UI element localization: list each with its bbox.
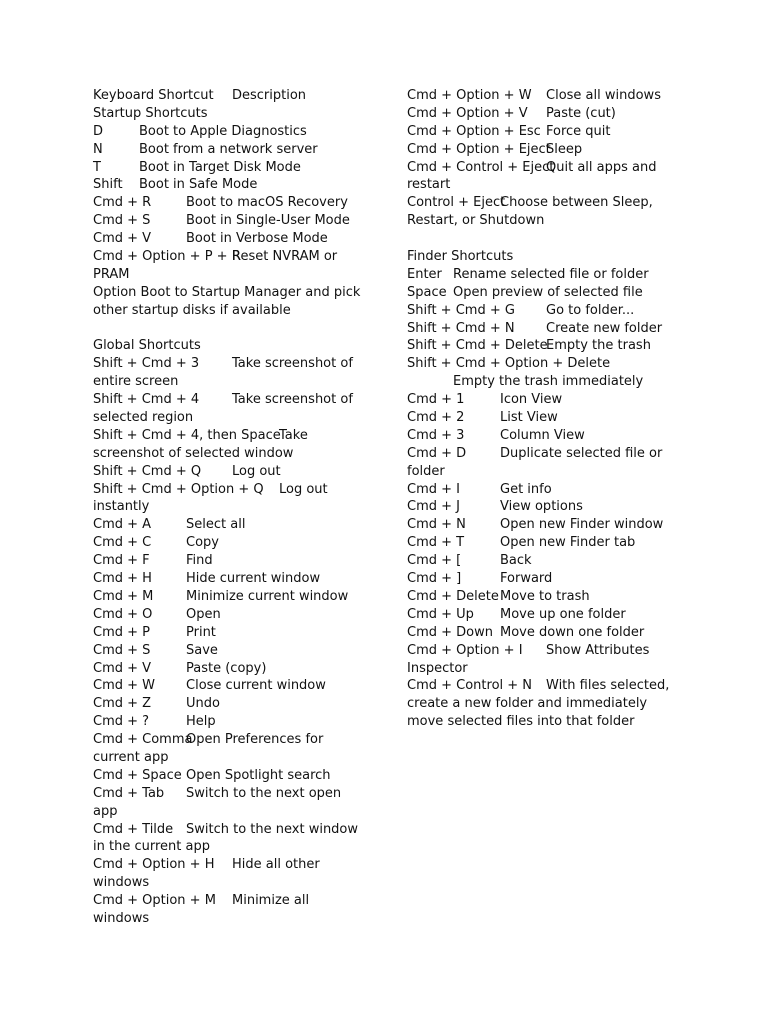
line-text: Shift + Cmd + Option + Delete	[407, 356, 611, 372]
shortcut-description: Boot in Target Disk Mode	[139, 159, 301, 175]
shortcut-key: Cmd + F	[93, 553, 150, 569]
shortcut-row	[93, 892, 373, 910]
shortcut-row	[93, 212, 373, 230]
shortcut-description: Take screenshot of	[232, 392, 353, 408]
shortcut-description: Column View	[500, 427, 585, 443]
shortcut-row	[93, 713, 373, 731]
shortcut-description: Close current window	[186, 678, 326, 694]
shortcut-description: Open new Finder tab	[500, 535, 636, 551]
shortcut-description: Force quit	[546, 123, 611, 139]
blank-line	[407, 230, 683, 248]
shortcut-description: Quit all apps and	[546, 159, 657, 175]
shortcut-row	[93, 731, 373, 749]
shortcut-description: Icon View	[500, 392, 563, 408]
line-text: current app	[93, 749, 169, 765]
shortcut-row	[407, 498, 683, 516]
shortcut-key: Cmd + V	[93, 660, 152, 676]
shortcut-description: Log out	[232, 463, 281, 479]
shortcut-row	[93, 355, 373, 373]
shortcut-key: Cmd + R	[93, 195, 152, 211]
shortcut-row	[93, 194, 373, 212]
shortcut-key: Cmd + Tab	[93, 785, 165, 801]
shortcut-key: Shift + Cmd + N	[407, 320, 515, 336]
shortcut-description: Boot to macOS Recovery	[186, 195, 348, 211]
shortcut-row	[407, 320, 683, 338]
shortcut-row	[407, 391, 683, 409]
shortcut-row	[407, 409, 683, 427]
shortcut-key: Space	[407, 284, 447, 300]
shortcut-key: T	[93, 159, 101, 175]
shortcut-description: List View	[500, 410, 558, 426]
shortcut-description: Hide current window	[186, 571, 321, 587]
shortcut-row	[407, 642, 683, 660]
shortcut-row	[93, 570, 373, 588]
shortcut-description: Rename selected file or folder	[453, 266, 649, 282]
shortcut-row	[407, 534, 683, 552]
shortcut-key: Cmd + V	[93, 231, 152, 247]
shortcut-description: Open Preferences for	[186, 732, 324, 748]
shortcut-row	[93, 481, 373, 499]
shortcut-row	[407, 302, 683, 320]
shortcut-key: Enter	[407, 266, 442, 282]
shortcut-key: Control + Eject	[407, 195, 506, 211]
shortcut-key: Cmd + Comma	[93, 732, 193, 748]
shortcut-description: Save	[186, 642, 218, 658]
line-text: Empty the trash immediately	[453, 374, 644, 390]
shortcut-description: Hide all other	[232, 857, 320, 873]
shortcut-description: Copy	[186, 535, 219, 551]
line-text: folder	[407, 463, 445, 479]
shortcut-key: Cmd + Option + P + R	[93, 249, 241, 265]
shortcut-description: Boot to Apple Diagnostics	[139, 123, 307, 139]
shortcut-description: Log out	[279, 481, 328, 497]
shortcut-row	[93, 516, 373, 534]
shortcut-description: Minimize all	[232, 893, 310, 909]
line-text: selected region	[93, 410, 194, 426]
line-text: Option Boot to Startup Manager and pick	[93, 284, 361, 300]
shortcut-row	[407, 606, 683, 624]
shortcut-description: Help	[186, 714, 216, 730]
shortcut-description: Duplicate selected file or	[500, 445, 663, 461]
shortcut-key: D	[93, 123, 104, 139]
shortcut-row	[93, 695, 373, 713]
shortcut-key: Cmd + 2	[407, 410, 465, 426]
shortcut-key: Cmd + Down	[407, 624, 493, 640]
shortcut-key: Cmd + [	[407, 553, 462, 569]
shortcut-key: Cmd + Option + Eject	[407, 141, 551, 157]
shortcut-description: Undo	[186, 696, 220, 712]
shortcut-key: Cmd + M	[93, 588, 154, 604]
shortcut-key: Cmd + P	[93, 624, 150, 640]
shortcut-description: Choose between Sleep,	[500, 195, 653, 211]
shortcut-row	[407, 337, 683, 355]
text-line	[93, 302, 373, 320]
shortcut-key: Cmd + Option + H	[93, 857, 215, 873]
shortcut-description: Sleep	[546, 141, 583, 157]
shortcut-row	[407, 570, 683, 588]
shortcut-description: Paste (copy)	[186, 660, 267, 676]
shortcut-row	[93, 230, 373, 248]
text-line	[93, 498, 373, 516]
shortcut-key: Shift + Cmd + Option + Q	[93, 481, 264, 497]
text-line	[93, 910, 373, 928]
shortcut-key: Cmd + Option + M	[93, 893, 216, 909]
shortcut-description: With files selected,	[546, 678, 670, 694]
shortcut-row	[407, 481, 683, 499]
shortcut-description: Open	[186, 606, 221, 622]
shortcut-description: Boot from a network server	[139, 141, 318, 157]
text-line	[407, 695, 683, 713]
shortcut-key: Cmd + T	[407, 535, 465, 551]
text-line	[93, 409, 373, 427]
shortcut-key: Cmd + Control + N	[407, 678, 533, 694]
shortcut-description: Forward	[500, 571, 553, 587]
text-line	[407, 248, 683, 266]
shortcut-row	[407, 427, 683, 445]
shortcut-row	[407, 159, 683, 177]
shortcut-row	[407, 141, 683, 159]
shortcut-key: Cmd + A	[93, 517, 152, 533]
text-line	[407, 373, 683, 391]
shortcut-row	[93, 463, 373, 481]
line-text: screenshot of selected window	[93, 445, 294, 461]
shortcut-row	[93, 856, 373, 874]
text-line	[93, 373, 373, 391]
shortcut-key: Cmd + 1	[407, 392, 465, 408]
line-text: Global Shortcuts	[93, 338, 201, 354]
text-line	[93, 803, 373, 821]
shortcut-key: Shift + Cmd + Q	[93, 463, 202, 479]
shortcut-description: Print	[186, 624, 216, 640]
shortcut-row	[93, 767, 373, 785]
shortcut-key: Cmd + D	[407, 445, 467, 461]
line-text: PRAM	[93, 266, 130, 282]
shortcut-description: Switch to the next open	[186, 785, 342, 801]
text-line	[407, 176, 683, 194]
left-column	[93, 87, 373, 928]
shortcut-description: Paste (cut)	[546, 105, 616, 121]
shortcut-key: Cmd + Control + Eject	[407, 159, 555, 175]
shortcut-key: Cmd + C	[93, 535, 152, 551]
text-line	[93, 838, 373, 856]
shortcut-description: Close all windows	[546, 88, 661, 103]
shortcut-description: Go to folder...	[546, 302, 635, 318]
text-line	[407, 463, 683, 481]
shortcut-key: Cmd + H	[93, 571, 152, 587]
shortcut-row	[93, 677, 373, 695]
shortcut-key: Shift + Cmd + 4	[93, 392, 200, 408]
shortcut-description: Move up one folder	[500, 606, 626, 622]
shortcut-key: Cmd + ]	[407, 571, 462, 587]
shortcut-key: Cmd + Space	[93, 767, 182, 783]
shortcut-row	[407, 516, 683, 534]
shortcut-key: Cmd + O	[93, 606, 153, 622]
shortcut-row	[93, 141, 373, 159]
shortcut-row	[407, 105, 683, 123]
shortcut-key: Cmd + Option + V	[407, 105, 528, 121]
shortcut-row	[93, 123, 373, 141]
line-text: instantly	[93, 499, 150, 515]
shortcut-key: Cmd + Option + W	[407, 88, 532, 103]
shortcut-description: Reset NVRAM or	[232, 249, 338, 265]
shortcut-description: Description	[232, 88, 307, 103]
text-line	[407, 212, 683, 230]
shortcut-description: Boot in Safe Mode	[139, 177, 258, 193]
line-text: Restart, or Shutdown	[407, 213, 545, 229]
shortcut-key: Cmd + S	[93, 642, 151, 658]
text-line	[93, 874, 373, 892]
shortcut-key: Cmd + J	[407, 499, 460, 515]
shortcut-row	[407, 445, 683, 463]
shortcut-description: Boot in Single-User Mode	[186, 213, 350, 229]
text-line	[93, 749, 373, 767]
shortcut-row	[93, 785, 373, 803]
text-line	[93, 266, 373, 284]
blank-line	[93, 320, 373, 338]
shortcut-key: Cmd + Up	[407, 606, 474, 622]
shortcut-key: N	[93, 141, 103, 157]
shortcut-row	[93, 176, 373, 194]
shortcut-key: Shift + Cmd + G	[407, 302, 515, 318]
shortcut-row	[93, 642, 373, 660]
text-line	[407, 355, 683, 373]
shortcut-description: Open preview of selected file	[453, 284, 643, 300]
shortcut-row	[93, 87, 373, 105]
shortcut-key: Cmd + Option + Esc	[407, 123, 541, 139]
shortcut-row	[407, 624, 683, 642]
text-line	[93, 445, 373, 463]
shortcut-row	[93, 821, 373, 839]
shortcut-description: Open Spotlight search	[186, 767, 331, 783]
shortcut-row	[407, 266, 683, 284]
shortcut-key: Cmd + N	[407, 517, 466, 533]
shortcut-key: Cmd + Tilde	[93, 821, 174, 837]
line-text: entire screen	[93, 374, 179, 390]
shortcut-key: Shift	[93, 177, 123, 193]
shortcut-row	[407, 87, 683, 105]
shortcut-key: Cmd + I	[407, 481, 460, 497]
shortcut-key: Keyboard Shortcut	[93, 88, 214, 103]
text-line	[93, 337, 373, 355]
line-text: Inspector	[407, 660, 468, 676]
line-text: other startup disks if available	[93, 302, 291, 318]
shortcut-key: Cmd + 3	[407, 427, 465, 443]
line-text: app	[93, 803, 118, 819]
shortcut-description: View options	[500, 499, 583, 515]
shortcut-row	[93, 534, 373, 552]
shortcut-description: Take screenshot of	[232, 356, 353, 372]
shortcut-row	[93, 606, 373, 624]
shortcut-description: Boot in Verbose Mode	[186, 231, 328, 247]
line-text: create a new folder and immediately	[407, 696, 648, 712]
shortcut-row	[93, 427, 373, 445]
shortcut-row	[407, 284, 683, 302]
shortcut-row	[93, 391, 373, 409]
line-text: Startup Shortcuts	[93, 105, 208, 121]
shortcut-row	[93, 588, 373, 606]
shortcut-description: Back	[500, 553, 532, 569]
line-text: move selected files into that folder	[407, 714, 635, 730]
text-line	[407, 713, 683, 731]
shortcut-key: Shift + Cmd + 4, then Space	[93, 427, 281, 443]
line-text: in the current app	[93, 839, 210, 855]
shortcut-row	[93, 660, 373, 678]
shortcut-row	[407, 194, 683, 212]
text-line	[407, 660, 683, 678]
line-text: windows	[93, 910, 150, 926]
line-text: Finder Shortcuts	[407, 249, 514, 265]
shortcut-row	[93, 159, 373, 177]
shortcut-key: Shift + Cmd + 3	[93, 356, 200, 372]
shortcut-description: Show Attributes	[546, 642, 650, 658]
line-text: windows	[93, 875, 150, 891]
shortcut-key: Cmd + S	[93, 213, 151, 229]
line-text: restart	[407, 177, 451, 193]
shortcut-key: Shift + Cmd + Delete	[407, 338, 548, 354]
right-column	[407, 87, 683, 731]
shortcut-row	[407, 552, 683, 570]
shortcut-description: Open new Finder window	[500, 517, 664, 533]
shortcut-row	[93, 552, 373, 570]
shortcut-description: Move to trash	[500, 588, 590, 604]
shortcut-description: Switch to the next window	[186, 821, 359, 837]
shortcut-row	[407, 588, 683, 606]
shortcut-description: Take	[279, 427, 308, 443]
shortcut-key: Cmd + ?	[93, 714, 150, 730]
shortcut-key: Cmd + Z	[93, 696, 152, 712]
shortcut-row	[93, 624, 373, 642]
shortcut-row	[407, 677, 683, 695]
shortcut-key: Cmd + Option + I	[407, 642, 523, 658]
shortcut-key: Cmd + W	[93, 678, 156, 694]
shortcut-description: Get info	[500, 481, 552, 497]
shortcut-description: Create new folder	[546, 320, 663, 336]
shortcut-description: Select all	[186, 517, 246, 533]
shortcut-description: Find	[186, 553, 213, 569]
shortcut-row	[407, 123, 683, 141]
shortcut-key: Cmd + Delete	[407, 588, 499, 604]
shortcut-description: Move down one folder	[500, 624, 645, 640]
shortcut-description: Empty the trash	[546, 338, 651, 354]
shortcut-row	[93, 248, 373, 266]
shortcut-description: Minimize current window	[186, 588, 349, 604]
text-line	[93, 105, 373, 123]
text-line	[93, 284, 373, 302]
